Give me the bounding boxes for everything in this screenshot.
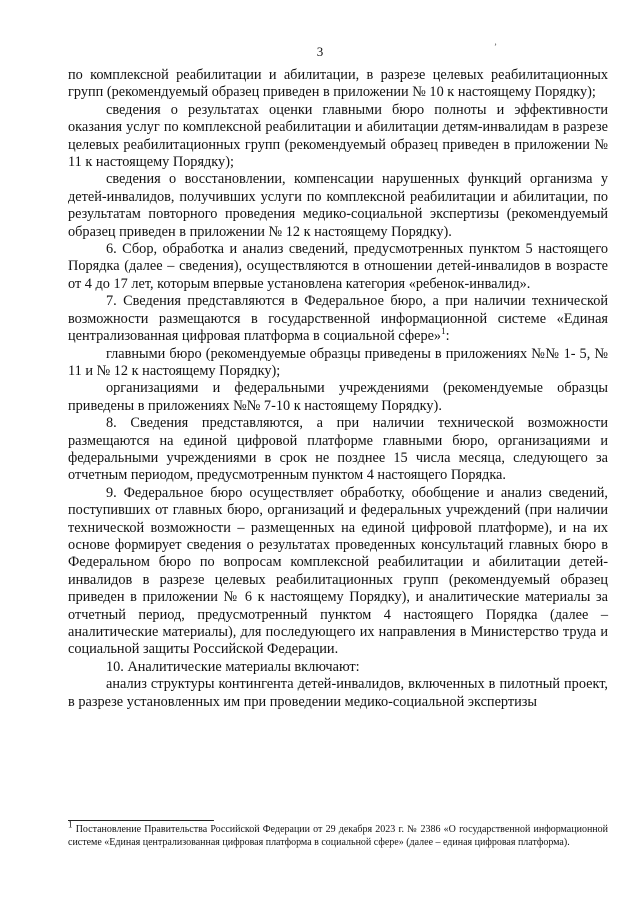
paragraph-assessment-info: сведения о результатах оценки главными бюро полноты и эффективности оказания услуг по комплексной реабилитации и абилитации детям-инвалидам в разрезе целевых реабилитационных групп (рекомендуемый образец приведен в приложении № 11 к настоящему Порядку);: [68, 101, 608, 171]
paragraph-continuation: по комплексной реабилитации и абилитации, в разрезе целевых реабилитационных групп (рекомендуемый образец приведен в приложении № 10 к настоящему Порядку);: [68, 67, 608, 101]
paragraph-analysis: анализ структуры контингента детей-инвалидов, включенных в пилотный проект, в разрезе установленных им при проведении медико-социальной экспертизы: [68, 676, 608, 710]
corner-mark: ʼ: [494, 42, 497, 52]
footnote-divider: [68, 820, 214, 821]
paragraph-restoration-info: сведения о восстановлении, компенсации нарушенных функций организма у детей-инвалидов, получивших услуги по комплексной реабилитации и абилитации, по результатам повторного проведения медико-социальной экспертизы (рекомендуемый образец приведен в приложении № 12 к настоящему Порядку).: [68, 171, 608, 240]
paragraph-item-9: 9. Федеральное бюро осуществляет обработку, обобщение и анализ сведений, поступивших от главных бюро, организаций и федеральных учреждений (при наличии технической возможности – размещенных на единой цифровой платформе), и на их основе формирует сведения о результатах проведенных консультаций главных бюро в Федеральном бюро по вопросам комплексной реабилитации и абилитации детей-инвалидов в разрезе целевых реабилитационных групп (рекомендуемый образец приведен в приложении № 6 к настоящему Порядку), и аналитические материалы за отчетный период, предусмотренный пунктом 4 настоящего Порядка (далее – аналитические материалы), для последующего их направления в Министерство труда и социальной защиты Российской Федерации.: [68, 484, 608, 658]
paragraph-item-6: 6. Сбор, обработка и анализ сведений, предусмотренных пунктом 5 настоящего Порядка (далее – сведения), осуществляются в отношении детей-инвалидов в возрасте от 4 до 17 лет, которым впервые установлена категория «ребенок-инвалид».: [68, 241, 608, 292]
paragraph-item-7: [68, 293, 608, 345]
footnote-text: Постановление Правительства Российской Федерации от 29 декабря 2023 г. № 2386 «О государственной информационной системе «Единая централизованная цифровая платформа в социальной сфере» (далее – единая цифровая платформа).: [68, 824, 609, 848]
footnote-reference: 1: [441, 326, 446, 337]
paragraph-item-7-text: 7. Сведения представляются в Федеральное бюро, а при наличии технической возможности размещаются в государственной информационной системе «Единая централизованная цифровая платформа в социальной сфере»: [68, 293, 608, 345]
document-body: [68, 67, 608, 711]
paragraph-item-10: 10. Аналитические материалы включают:: [106, 658, 360, 675]
footnote: [68, 819, 609, 849]
page-number: 3: [316, 44, 324, 59]
paragraph-organizations: организациями и федеральными учреждениями (рекомендуемые образцы приведены в приложениях №№ 7-10 к настоящему Порядку).: [68, 380, 608, 414]
paragraph-item-7-tail: :: [445, 328, 450, 345]
footnote-marker: 1: [68, 819, 73, 830]
paragraph-item-8: 8. Сведения представляются, а при наличии технической возможности размещаются на единой цифровой платформе главными бюро, организациями и федеральными учреждениями в срок не позднее 15 числа месяца, следующего за отчетным периодом, предусмотренным пунктом 4 настоящего Порядка.: [68, 415, 608, 484]
paragraph-main-bureaus: главными бюро (рекомендуемые образцы приведены в приложениях №№ 1- 5, № 11 и № 12 к настоящему Порядку);: [68, 345, 608, 379]
